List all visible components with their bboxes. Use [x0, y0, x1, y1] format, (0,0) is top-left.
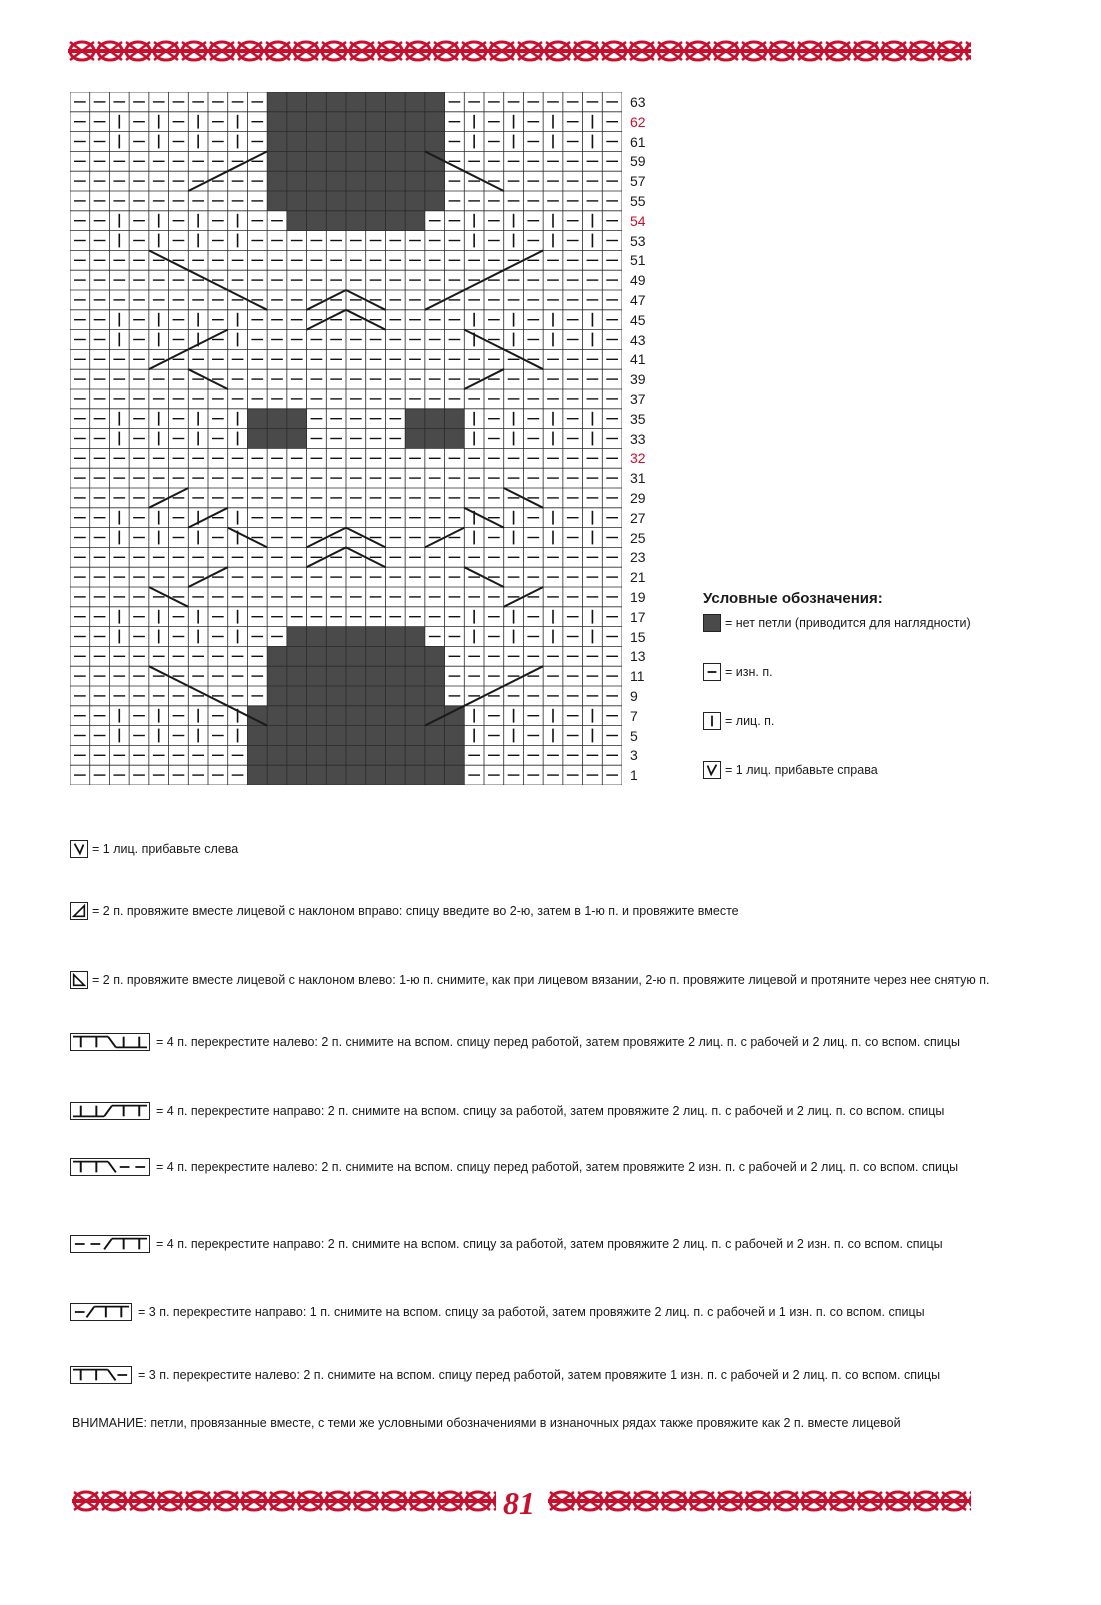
chart-grid: [70, 92, 622, 785]
knitting-chart: [70, 92, 622, 785]
row-number: 3: [630, 747, 638, 764]
row-number: 31: [630, 470, 646, 487]
legend-item-k2tog-left: [70, 971, 989, 989]
row-number: 11: [630, 668, 645, 685]
legend-item-label: = 4 п. перекрестите направо: 2 п. снимите на вспом. спицу за работой, затем провяжите 2 лиц. п. с рабочей и 2 лиц. п. со вспом. спицы: [156, 1104, 945, 1118]
legend-item-knit: [703, 712, 774, 730]
row-number: 9: [630, 688, 638, 704]
row-number: 54: [630, 212, 646, 229]
legend-cable-4-right-purl: [70, 1235, 943, 1253]
row-number: 55: [630, 193, 646, 209]
legend-cable-4-left-purl: [70, 1158, 958, 1176]
legend-item-label: = изн. п.: [725, 665, 773, 679]
row-number: 5: [630, 727, 638, 744]
legend-item-k2tog-right: [70, 902, 739, 920]
row-number: 62: [630, 113, 646, 130]
k2tog-right-icon: [70, 902, 88, 920]
legend-item-inc-left: [70, 840, 238, 858]
row-number: 25: [630, 529, 646, 546]
legend-cable-4-right-knit: [70, 1102, 944, 1120]
row-number: 43: [630, 331, 646, 348]
cable-3-right-icon: [70, 1303, 132, 1321]
bottom-right-celtic-border: [548, 1488, 971, 1514]
row-number: 37: [630, 391, 646, 407]
cable-4-right-knit-icon: [70, 1102, 150, 1120]
row-number: 17: [630, 608, 646, 625]
row-number: 57: [630, 173, 646, 190]
cable-4-right-purl-icon: [70, 1235, 150, 1253]
row-number: 47: [630, 292, 646, 308]
legend-item-label: = 2 п. провяжите вместе лицевой с наклоном вправо: спицу введите во 2-ю, затем в 1-ю п. и провяжите вместе: [92, 904, 739, 918]
row-number: 7: [630, 707, 638, 724]
knit-icon: [703, 712, 721, 730]
row-number: 29: [630, 490, 646, 506]
legend-item-label: = 1 лиц. прибавьте слева: [92, 842, 239, 856]
legend-item-no-stitch: [703, 614, 971, 632]
legend-cable-4-left-knit: [70, 1033, 960, 1051]
legend-item-label: = нет петли (приводится для наглядности): [725, 616, 971, 630]
row-number: 61: [630, 133, 646, 150]
row-number: 41: [630, 351, 646, 368]
attention-note: ВНИМАНИЕ: петли, провязанные вместе, с теми же условными обозначениями в изнаночных рядах также провяжите как 2 п. вместе лицевой: [72, 1416, 901, 1430]
row-number: 19: [630, 589, 646, 605]
increase-right-icon: [703, 761, 721, 779]
legend-item-label: = лиц. п.: [725, 714, 775, 728]
row-number: 32: [630, 450, 646, 467]
page-number: 81: [503, 1485, 535, 1521]
cable-4-left-purl-icon: [70, 1158, 150, 1176]
legend-item-label: = 2 п. провяжите вместе лицевой с наклоном влево: 1-ю п. снимите, как при лицевом вязании, 2-ю п. провяжите лицевой и протяните через нее снятую п.: [92, 973, 990, 987]
row-number: 35: [630, 410, 646, 427]
legend-title: Условные обозначения:: [703, 590, 883, 607]
row-number: 45: [630, 311, 646, 328]
row-number: 53: [630, 232, 646, 249]
legend-item-label: = 3 п. перекрестите направо: 1 п. снимите на вспом. спицу за работой, затем провяжите 2 лиц. п. с рабочей и 1 изн. п. со вспом. спицы: [138, 1305, 925, 1319]
legend-item-inc-right: [703, 761, 878, 779]
row-number: 63: [630, 94, 646, 110]
row-number: 33: [630, 430, 646, 447]
legend-item-label: = 1 лиц. прибавьте справа: [725, 763, 878, 777]
k2tog-left-icon: [70, 971, 88, 989]
row-number: 23: [630, 549, 646, 566]
top-celtic-border: [68, 38, 971, 64]
row-number: 21: [630, 569, 646, 586]
increase-left-icon: [70, 840, 88, 858]
no-stitch-icon: [703, 614, 721, 632]
legend-item-purl: [703, 663, 773, 681]
bottom-left-celtic-border: [72, 1488, 496, 1514]
row-number: 51: [630, 252, 646, 269]
row-number: 49: [630, 272, 646, 289]
legend-cable-3-left: [70, 1366, 940, 1384]
legend-item-label: = 4 п. перекрестите направо: 2 п. снимите на вспом. спицу за работой, затем провяжите 2 лиц. п. с рабочей и 2 изн. п. со вспом. спицы: [156, 1237, 943, 1251]
row-number: 1: [630, 767, 638, 784]
purl-icon: [703, 663, 721, 681]
row-number: 59: [630, 153, 646, 170]
row-number: 15: [630, 628, 646, 645]
row-number: 39: [630, 371, 646, 388]
legend-cable-3-right: [70, 1303, 925, 1321]
row-number: 27: [630, 509, 646, 526]
cable-4-left-knit-icon: [70, 1033, 150, 1051]
row-number: 13: [630, 648, 646, 665]
legend-item-label: = 3 п. перекрестите налево: 2 п. снимите на вспом. спицу перед работой, затем провяжите 1 изн. п. с рабочей и 2 лиц. п. со вспом. спицы: [138, 1368, 941, 1382]
legend-item-label: = 4 п. перекрестите налево: 2 п. снимите на вспом. спицу перед работой, затем провяжите 2 изн. п. с рабочей и 2 лиц. п. со вспом. спицы: [156, 1160, 959, 1174]
legend-item-label: = 4 п. перекрестите налево: 2 п. снимите на вспом. спицу перед работой, затем провяжите 2 лиц. п. с рабочей и 2 лиц. п. со вспом. спицы: [156, 1035, 960, 1049]
cable-3-left-icon: [70, 1366, 132, 1384]
